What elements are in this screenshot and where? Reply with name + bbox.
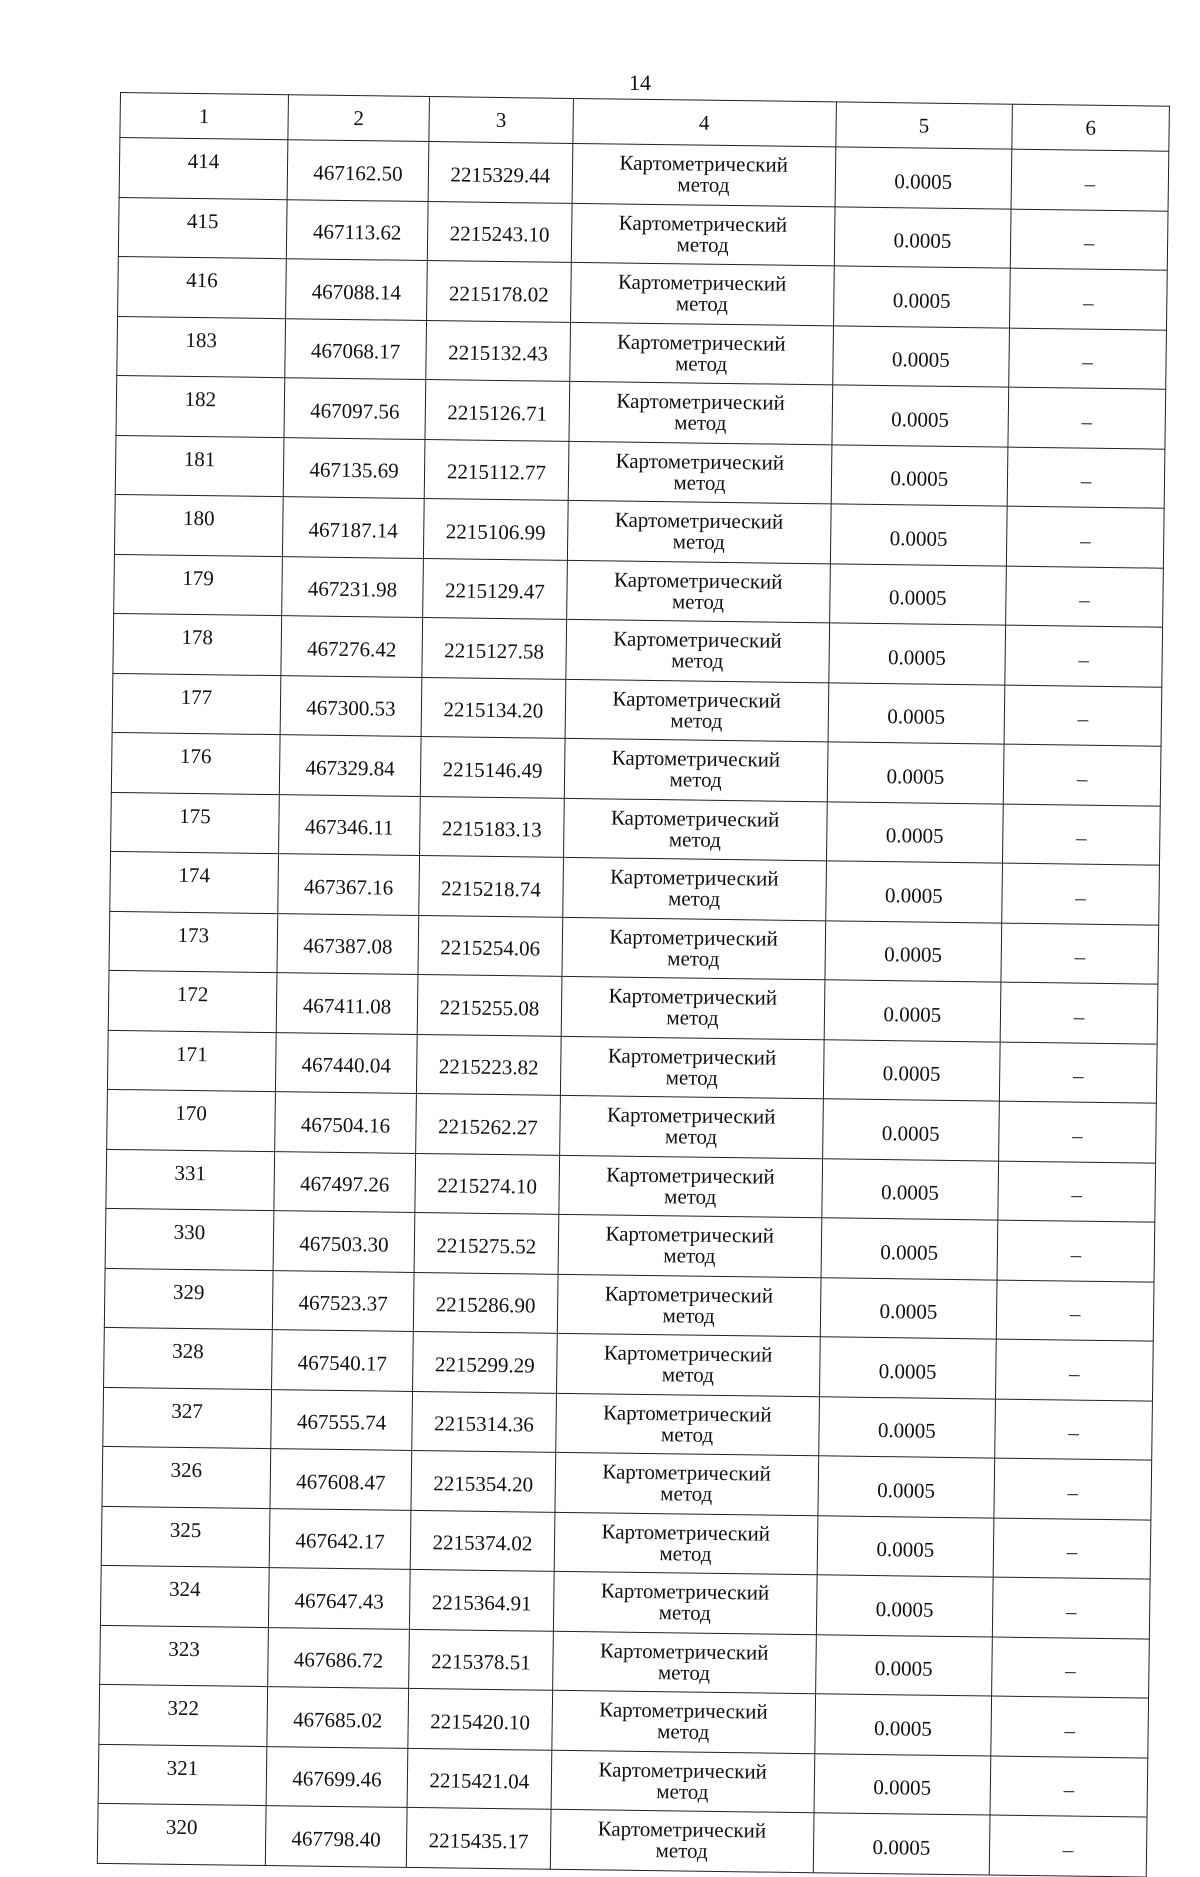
method-cell: Картометрический метод: [569, 381, 833, 444]
column-header-6: 6: [1012, 104, 1169, 151]
accuracy-cell: 0.0005: [824, 980, 1001, 1042]
accuracy-cell: 0.0005: [828, 623, 1005, 685]
point-number-cell: 174: [110, 851, 279, 913]
description-cell: –: [1003, 804, 1161, 866]
x-coordinate-cell: 467699.46: [266, 1746, 408, 1807]
description-cell: –: [997, 1220, 1155, 1282]
x-coordinate-cell: 467798.40: [265, 1806, 407, 1867]
y-coordinate-cell: 2215132.43: [426, 320, 570, 381]
method-cell: Картометрический метод: [564, 738, 828, 801]
description-cell: –: [992, 1637, 1150, 1699]
description-cell: –: [1002, 863, 1160, 925]
method-cell: Картометрический метод: [570, 262, 834, 325]
y-coordinate-cell: 2215329.44: [428, 142, 572, 203]
method-cell: Картометрический метод: [552, 1690, 816, 1753]
method-cell: Картометрический метод: [552, 1631, 816, 1694]
description-cell: –: [1008, 387, 1166, 449]
method-cell: Картометрический метод: [559, 1095, 823, 1158]
page-number: 14: [629, 70, 651, 95]
x-coordinate-cell: 467329.84: [279, 735, 421, 796]
y-coordinate-cell: 2215146.49: [420, 736, 564, 797]
description-cell: –: [1006, 566, 1164, 628]
point-number-cell: 324: [100, 1565, 269, 1627]
column-header-1: 1: [120, 93, 288, 140]
accuracy-cell: 0.0005: [829, 563, 1006, 625]
y-coordinate-cell: 2215134.20: [421, 677, 565, 738]
x-coordinate-cell: 467300.53: [280, 675, 422, 736]
point-number-cell: 416: [118, 256, 287, 318]
description-cell: –: [993, 1577, 1151, 1639]
description-cell: –: [1005, 625, 1163, 687]
y-coordinate-cell: 2215243.10: [427, 201, 571, 262]
description-cell: –: [1007, 447, 1165, 509]
accuracy-cell: 0.0005: [814, 1694, 991, 1756]
point-number-cell: 331: [106, 1149, 275, 1211]
point-number-cell: 329: [104, 1268, 273, 1330]
method-cell: Картометрический метод: [553, 1571, 817, 1634]
accuracy-cell: 0.0005: [817, 1515, 994, 1577]
y-coordinate-cell: 2215374.02: [410, 1510, 554, 1571]
method-cell: Картометрический метод: [565, 679, 829, 742]
column-header-2: 2: [288, 95, 430, 142]
method-cell: Картометрический метод: [572, 143, 836, 206]
y-coordinate-cell: 2215262.27: [416, 1093, 560, 1154]
method-cell: Картометрический метод: [550, 1809, 814, 1872]
table-row: [97, 1803, 1147, 1876]
accuracy-cell: 0.0005: [821, 1158, 998, 1220]
point-number-cell: 175: [111, 792, 280, 854]
x-coordinate-cell: 467367.16: [278, 854, 420, 915]
y-coordinate-cell: 2215178.02: [427, 261, 571, 322]
point-number-cell: 178: [113, 613, 282, 675]
description-cell: –: [990, 1756, 1148, 1818]
point-number-cell: 176: [111, 732, 280, 794]
y-coordinate-cell: 2215286.90: [413, 1272, 557, 1333]
point-number-cell: 181: [115, 435, 284, 497]
accuracy-cell: 0.0005: [813, 1813, 990, 1875]
accuracy-cell: 0.0005: [815, 1634, 992, 1696]
x-coordinate-cell: 467387.08: [277, 913, 419, 974]
accuracy-cell: 0.0005: [820, 1277, 997, 1339]
point-number-cell: 182: [116, 375, 285, 437]
x-coordinate-cell: 467504.16: [274, 1092, 416, 1153]
x-coordinate-cell: 467523.37: [272, 1270, 414, 1331]
description-cell: –: [1000, 982, 1158, 1044]
method-cell: Картометрический метод: [555, 1452, 819, 1515]
point-number-cell: 330: [105, 1208, 274, 1270]
accuracy-cell: 0.0005: [827, 742, 1004, 804]
x-coordinate-cell: 467686.72: [267, 1627, 409, 1688]
method-cell: Картометрический метод: [560, 1036, 824, 1099]
description-cell: –: [996, 1339, 1154, 1401]
y-coordinate-cell: 2215106.99: [424, 499, 568, 560]
description-cell: –: [1004, 685, 1162, 747]
x-coordinate-cell: 467068.17: [285, 318, 427, 379]
accuracy-cell: 0.0005: [817, 1456, 994, 1518]
y-coordinate-cell: 2215218.74: [419, 855, 563, 916]
description-cell: –: [991, 1696, 1149, 1758]
method-cell: Картометрический метод: [562, 857, 826, 920]
method-cell: Картометрический метод: [566, 560, 830, 623]
method-cell: Картометрический метод: [559, 1155, 823, 1218]
method-cell: Картометрический метод: [568, 441, 832, 504]
point-number-cell: 173: [109, 911, 278, 973]
point-number-cell: 320: [97, 1803, 266, 1865]
point-number-cell: 172: [108, 970, 277, 1032]
y-coordinate-cell: 2215364.91: [410, 1569, 554, 1630]
point-number-cell: 177: [112, 673, 281, 735]
y-coordinate-cell: 2215126.71: [425, 380, 569, 441]
method-cell: Картометрический метод: [571, 203, 835, 266]
x-coordinate-cell: 467647.43: [268, 1568, 410, 1629]
point-number-cell: 321: [98, 1744, 267, 1806]
x-coordinate-cell: 467608.47: [270, 1449, 412, 1510]
point-number-cell: 179: [114, 554, 283, 616]
description-cell: –: [1003, 744, 1161, 806]
description-cell: –: [1001, 923, 1159, 985]
point-number-cell: 323: [100, 1625, 269, 1687]
x-coordinate-cell: 467187.14: [282, 497, 424, 558]
y-coordinate-cell: 2215112.77: [424, 439, 568, 500]
y-coordinate-cell: 2215255.08: [417, 974, 561, 1035]
x-coordinate-cell: 467540.17: [271, 1330, 413, 1391]
x-coordinate-cell: 467135.69: [283, 437, 425, 498]
description-cell: –: [998, 1161, 1156, 1223]
method-cell: Картометрический метод: [561, 976, 825, 1039]
accuracy-cell: 0.0005: [819, 1337, 996, 1399]
point-number-cell: 170: [107, 1089, 276, 1151]
y-coordinate-cell: 2215299.29: [413, 1331, 557, 1392]
x-coordinate-cell: 467346.11: [278, 794, 420, 855]
accuracy-cell: 0.0005: [831, 385, 1008, 447]
point-number-cell: 415: [118, 197, 287, 259]
y-coordinate-cell: 2215254.06: [418, 915, 562, 976]
point-number-cell: 171: [107, 1030, 276, 1092]
accuracy-cell: 0.0005: [821, 1218, 998, 1280]
accuracy-cell: 0.0005: [828, 682, 1005, 744]
point-number-cell: 183: [117, 316, 286, 378]
y-coordinate-cell: 2215435.17: [406, 1807, 550, 1868]
description-cell: –: [1010, 209, 1168, 271]
point-number-cell: 327: [103, 1387, 272, 1449]
y-coordinate-cell: 2215127.58: [422, 618, 566, 679]
method-cell: Картометрический метод: [569, 322, 833, 385]
description-cell: –: [995, 1399, 1153, 1461]
x-coordinate-cell: 467497.26: [274, 1151, 416, 1212]
accuracy-cell: 0.0005: [814, 1753, 991, 1815]
accuracy-cell: 0.0005: [816, 1575, 993, 1637]
description-cell: –: [989, 1815, 1147, 1877]
accuracy-cell: 0.0005: [831, 444, 1008, 506]
method-cell: Картометрический метод: [567, 500, 831, 563]
x-coordinate-cell: 467231.98: [281, 556, 423, 617]
table-body: [97, 138, 1168, 1877]
point-number-cell: 325: [101, 1506, 270, 1568]
description-cell: –: [999, 1101, 1157, 1163]
accuracy-cell: 0.0005: [825, 861, 1002, 923]
point-number-cell: 328: [104, 1327, 273, 1389]
description-cell: –: [1000, 1042, 1158, 1104]
accuracy-cell: 0.0005: [818, 1396, 995, 1458]
description-cell: –: [996, 1280, 1154, 1342]
y-coordinate-cell: 2215378.51: [409, 1629, 553, 1690]
x-coordinate-cell: 467440.04: [275, 1032, 417, 1093]
y-coordinate-cell: 2215420.10: [408, 1688, 552, 1749]
y-coordinate-cell: 2215183.13: [420, 796, 564, 857]
method-cell: Картометрический метод: [563, 798, 827, 861]
method-cell: Картометрический метод: [566, 619, 830, 682]
accuracy-cell: 0.0005: [822, 1099, 999, 1161]
column-header-5: 5: [835, 102, 1012, 149]
accuracy-cell: 0.0005: [832, 325, 1009, 387]
description-cell: –: [1010, 268, 1168, 330]
description-cell: –: [1009, 328, 1167, 390]
accuracy-cell: 0.0005: [834, 206, 1011, 268]
y-coordinate-cell: 2215223.82: [417, 1034, 561, 1095]
x-coordinate-cell: 467685.02: [267, 1687, 409, 1748]
point-number-cell: 414: [119, 138, 288, 200]
method-cell: Картометрический метод: [558, 1214, 822, 1277]
x-coordinate-cell: 467088.14: [285, 259, 427, 320]
method-cell: Картометрический метод: [555, 1393, 819, 1456]
method-cell: Картометрический метод: [556, 1333, 820, 1396]
accuracy-cell: 0.0005: [823, 1039, 1000, 1101]
accuracy-cell: 0.0005: [826, 801, 1003, 863]
description-cell: –: [994, 1458, 1152, 1520]
x-coordinate-cell: 467642.17: [269, 1508, 411, 1569]
accuracy-cell: 0.0005: [835, 147, 1012, 209]
x-coordinate-cell: 467113.62: [286, 199, 428, 260]
method-cell: Картометрический метод: [562, 917, 826, 980]
accuracy-cell: 0.0005: [833, 266, 1010, 328]
accuracy-cell: 0.0005: [830, 504, 1007, 566]
document-sheet: [97, 92, 1170, 1877]
x-coordinate-cell: 467411.08: [276, 973, 418, 1034]
x-coordinate-cell: 467555.74: [271, 1389, 413, 1450]
description-cell: –: [1011, 149, 1169, 211]
y-coordinate-cell: 2215421.04: [407, 1748, 551, 1809]
x-coordinate-cell: 467503.30: [273, 1211, 415, 1272]
description-cell: –: [1007, 506, 1165, 568]
coordinates-table: [97, 92, 1170, 1877]
column-header-4: 4: [573, 98, 836, 146]
accuracy-cell: 0.0005: [824, 920, 1001, 982]
y-coordinate-cell: 2215129.47: [423, 558, 567, 619]
y-coordinate-cell: 2215275.52: [414, 1212, 558, 1273]
x-coordinate-cell: 467097.56: [284, 378, 426, 439]
point-number-cell: 326: [102, 1446, 271, 1508]
method-cell: Картометрический метод: [557, 1274, 821, 1337]
method-cell: Картометрический метод: [551, 1750, 815, 1813]
point-number-cell: 180: [114, 494, 283, 556]
description-cell: –: [993, 1518, 1151, 1580]
method-cell: Картометрический метод: [554, 1512, 818, 1575]
point-number-cell: 322: [99, 1684, 268, 1746]
y-coordinate-cell: 2215274.10: [415, 1153, 559, 1214]
column-header-3: 3: [429, 97, 573, 144]
x-coordinate-cell: 467162.50: [287, 140, 429, 201]
y-coordinate-cell: 2215314.36: [412, 1391, 556, 1452]
y-coordinate-cell: 2215354.20: [411, 1450, 555, 1511]
x-coordinate-cell: 467276.42: [281, 616, 423, 677]
